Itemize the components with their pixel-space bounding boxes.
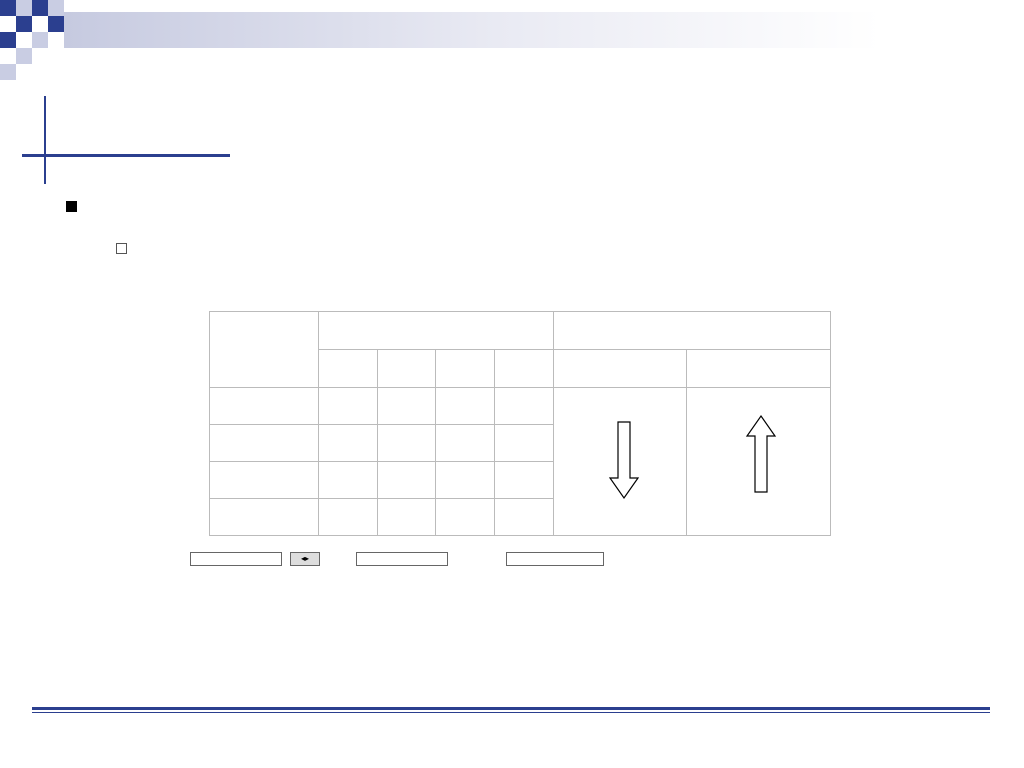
cell [319,499,378,536]
bullet-square-icon [66,201,77,212]
step-number [210,425,319,462]
waveform-canvas [150,548,910,708]
var-a-bar [436,350,495,388]
table-corner [210,312,319,388]
up-arrow-icon [747,416,775,492]
bullet-hollow-square-icon [116,243,127,254]
cell [378,425,436,462]
title-vertical-rule [44,96,46,184]
group-header-coil [319,312,554,350]
title-horizontal-rule [22,154,230,157]
cell [436,388,495,425]
header-bar [64,12,1024,48]
cell [319,462,378,499]
step-number [210,462,319,499]
step-number [210,499,319,536]
cell [378,388,436,425]
var-b [378,350,436,388]
cell [436,425,495,462]
down-arrow-icon [610,422,638,498]
waveform-simulator [150,548,910,708]
direction-arrows [600,410,790,505]
cell [495,499,554,536]
cell [319,425,378,462]
footer-rule [32,707,990,710]
footer-rule-thin [32,712,990,713]
header-ccw [687,350,831,388]
cell [495,462,554,499]
group-header-direction [554,312,831,350]
cell [436,499,495,536]
cell [436,462,495,499]
cell [495,388,554,425]
header-cw [554,350,687,388]
cell [378,462,436,499]
cell [378,499,436,536]
var-a [319,350,378,388]
var-b-bar [495,350,554,388]
step-number [210,388,319,425]
time-step-buttons[interactable]: ◂▸ [290,552,320,566]
cell [495,425,554,462]
cell [319,388,378,425]
